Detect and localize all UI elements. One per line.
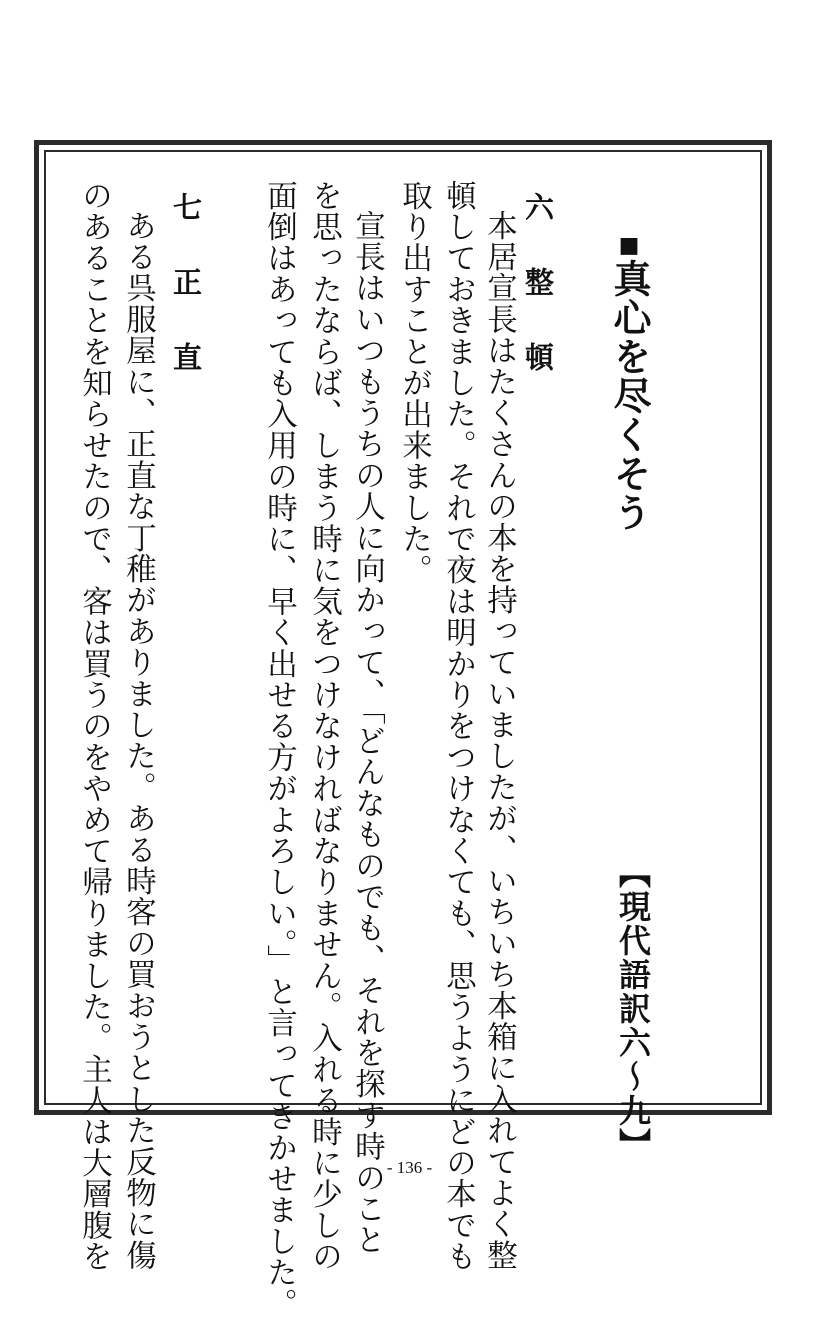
- page-title: [607, 232, 652, 532]
- body-line: のあることを知らせたので、客は買うのをやめて帰りました。主人は大層腹を: [76, 180, 112, 1272]
- body-line: 頓しておきました。それで夜は明かりをつけなくても、思うようにどの本でも: [440, 180, 476, 1272]
- body-line: 本居宣長はたくさんの本を持っていましたが、いちいち本箱に入れてよく整: [481, 210, 517, 1271]
- body-line: 面倒はあっても入用の時に、早く出せる方がよろしい。」と言ってきかせました。: [261, 180, 297, 1319]
- section-heading-7: 七 正 直: [169, 192, 203, 377]
- title-marker: ■: [616, 232, 642, 259]
- body-line: ある呉服屋に、正直な丁稚がありました。ある時客の買おうとした反物に傷: [120, 210, 156, 1271]
- title-text: 真心を尽くそう: [607, 259, 652, 532]
- page-number: - 136 -: [386, 1158, 433, 1177]
- body-line: 宣長はいつもうちの人に向かって、「どんなものでも、それを探す時のこと: [349, 210, 385, 1256]
- section-heading-6: 六 整 頓: [521, 192, 555, 377]
- body-line: 取り出すことが出来ました。: [396, 180, 432, 586]
- section-label: 【現代語訳六〜九】: [614, 856, 652, 1162]
- body-line: を思ったならば、しまう時に気をつけなければなりません。入れる時に少しの: [306, 180, 342, 1272]
